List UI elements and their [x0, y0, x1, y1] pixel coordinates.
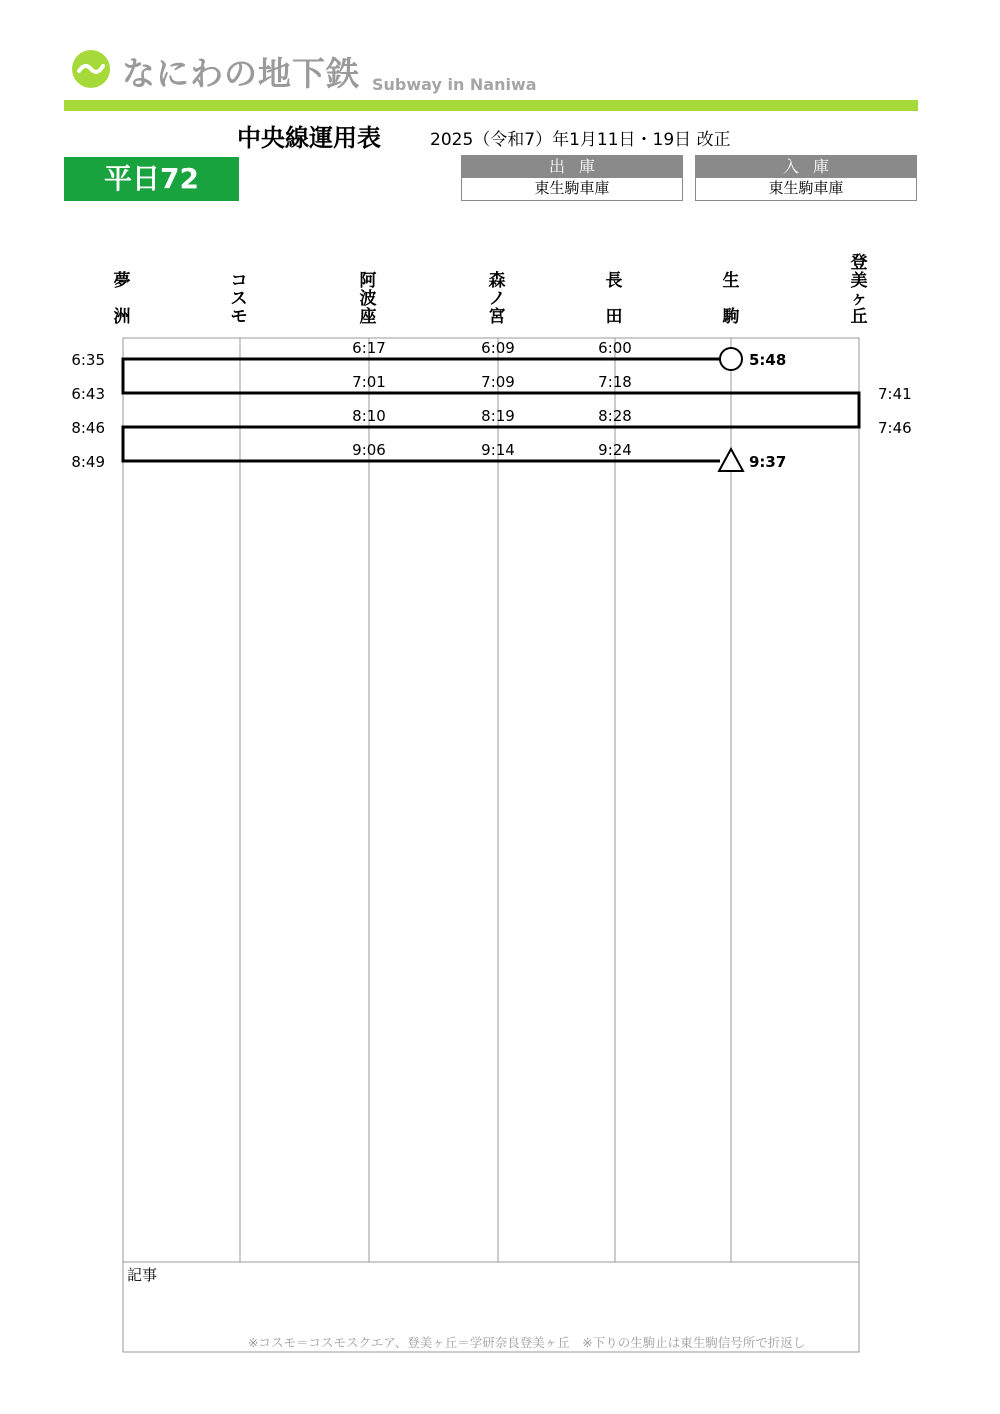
- time-label: 5:48: [749, 351, 787, 369]
- station-nagata: 長 田: [605, 271, 623, 327]
- time-label: 6:09: [481, 339, 515, 357]
- time-label: 8:10: [352, 407, 386, 425]
- end-triangle-icon: [719, 449, 743, 471]
- time-label: 8:28: [598, 407, 632, 425]
- station-awaza: 阿 波 座: [359, 271, 377, 327]
- arrival-label: 入庫: [696, 156, 916, 178]
- departure-label: 出庫: [462, 156, 682, 178]
- table-frame: [123, 338, 859, 1352]
- time-label: 6:00: [598, 339, 632, 357]
- time-label: 8:19: [481, 407, 515, 425]
- time-label: 6:17: [352, 339, 386, 357]
- station-ikoma: 生 駒: [722, 271, 740, 327]
- time-label: 7:46: [878, 419, 912, 437]
- time-label: 7:41: [878, 385, 912, 403]
- time-label: 9:37: [749, 453, 787, 471]
- station-morinomiya: 森 ノ 宮: [488, 271, 506, 327]
- arrival-value: 東生駒車庫: [768, 179, 844, 197]
- footnote: ※コスモ＝コスモスクエア、登美ヶ丘＝学研奈良登美ヶ丘 ※下りの生駒止は東生駒信号所で折返し: [248, 1335, 806, 1350]
- station-yumeshima: 夢 洲: [113, 271, 131, 327]
- station-tomigaoka: 登 美 ヶ 丘: [850, 253, 868, 327]
- time-label: 9:06: [352, 441, 386, 459]
- time-label: 8:46: [71, 419, 105, 437]
- schedule-badge: 平日72: [64, 157, 239, 201]
- departure-value: 東生駒車庫: [534, 179, 610, 197]
- notes-label: 記事: [127, 1266, 158, 1284]
- time-label: 9:14: [481, 441, 515, 459]
- time-label: 6:43: [71, 385, 105, 403]
- time-label: 7:18: [598, 373, 632, 391]
- brand-name: なにわの地下鉄: [122, 54, 360, 93]
- time-label: 8:49: [71, 453, 105, 471]
- time-label: 7:01: [352, 373, 386, 391]
- time-label: 6:35: [71, 351, 105, 369]
- brand-subtitle: Subway in Naniwa: [372, 75, 537, 94]
- station-cosmo: コ ス モ: [230, 271, 248, 327]
- revision-date: 2025（令和7）年1月11日・19日 改正: [430, 130, 731, 150]
- start-circle-icon: [720, 348, 742, 370]
- time-label: 9:24: [598, 441, 632, 459]
- time-label: 7:09: [481, 373, 515, 391]
- page-title: 中央線運用表: [237, 124, 381, 152]
